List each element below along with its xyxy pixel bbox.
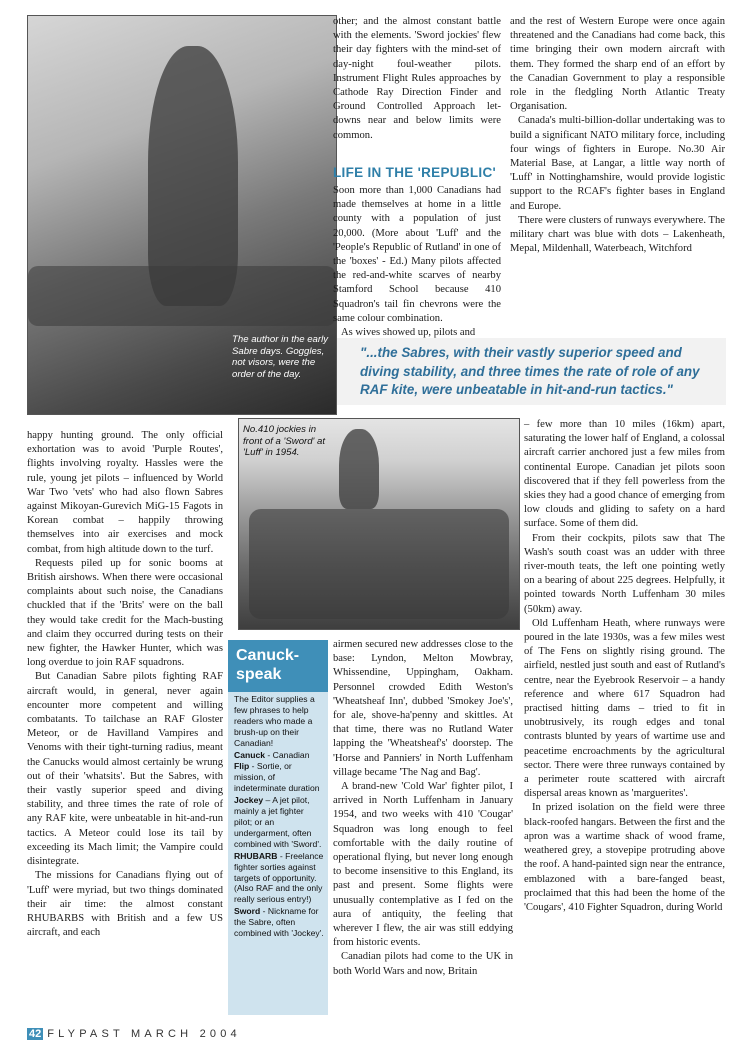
col3-top-text	[510, 15, 725, 256]
magazine-issue: FLYPAST MARCH 2004	[47, 1028, 241, 1040]
paragraph: Requests piled up for sonic booms at British airshows. When there were occasional complaints about such noise, the Canadians chuckled that if the 'Brits' were on the ball they would take credit for the Mach-busting and claim they occurred during tests on their new fighter, the Hawker Hunter, which was long overdue to join RAF squadrons.	[27, 557, 223, 669]
section-heading: LIFE IN THE 'REPUBLIC'	[333, 165, 497, 180]
paragraph: other; and the almost constant battle with the elements. 'Sword jockies' flew their day fighters with the mind-set of day-night foul-weather pilots. Instrument Flight Rules approaches by Cathode Ray Direction Finder and Ground Controlled Approach let-downs near and below limits were common.	[333, 16, 501, 141]
paragraph: The missions for Canadians flying out of 'Luff' were myriad, but two things dominated their air time: the almost constant RHUBARBS with British and a few US aircraft, and each	[27, 870, 223, 939]
sidebar-entry: Jockey – A jet pilot, mainly a jet fighter pilot; or an undergarment, often combined with 'Sword'.	[234, 795, 322, 849]
sidebar-entry: Sword - Nickname for the Sabre, often combined with 'Jockey'.	[234, 906, 324, 939]
group-photo-caption: No.410 jockies in front of a 'Sword' at 'Luff' in 1954.	[243, 424, 326, 458]
paragraph: A brand-new 'Cold War' fighter pilot, I arrived in North Luffenham in January 1954, and two weeks with 410 'Cougar' Squadron was long enough to feel comfortable with the daily routine of operational flying, but never long enough to become insensitive to this England, its past and present. Some flights were unusually contemplative as I fed on the aura of antiquity, the feeling that wherever I flew, the air was still eddying from historic events.	[333, 781, 513, 949]
sidebar-entry: RHUBARB - Freelance fighter sorties against targets of opportunity. (Also RAF and the only really serious entry!)	[234, 850, 324, 905]
author-photo-caption: The author in the early Sabre days. Goggles, not visors, were the order of the day.	[232, 334, 328, 380]
paragraph: happy hunting ground. The only official exhortation was to avoid 'Purple Routes', flights involving royalty. Hassles were the rule, young jet pilots – influenced by World War Two 'vets' who had also flown Sabres against Mikoyan-Gurevich MiG-15 Fagots in Korean combat – happily throwing themselves into air exercises and mock combat, from high altitude down to the turf.	[27, 430, 223, 555]
paragraph: There were clusters of runways everywhere. The military chart was blue with dots – Lakenheath, Mepal, Mildenhall, Waterbeach, Witchford	[510, 214, 725, 255]
pilot-silhouette	[339, 429, 379, 509]
col2-bottom-text	[333, 638, 513, 979]
sidebar-body	[234, 694, 324, 940]
paragraph: Canadian pilots had come to the UK in both World Wars and now, Britain	[333, 951, 513, 977]
sidebar-intro: The Editor supplies a few phrases to help readers who made a brush-up on their Canadian!	[234, 694, 315, 748]
paragraph: Canada's multi-billion-dollar undertaking was to build a significant NATO military force, including four wings of fighters in Europe. No.30 Air Material Base, at Langar, a little way north of 'Luff' in Nottinghamshire, would provide logistic support to the RCAF's fighter bases in England and Europe.	[510, 115, 725, 212]
aircraft-fuselage	[28, 266, 336, 326]
pull-quote: "...the Sabres, with their vastly superior speed and diving stability, and three times the rate of role of any RAF kite, were unbeatable in hit-and-run tactics."	[360, 345, 700, 397]
sidebar-entry: Canuck - Canadian	[234, 749, 310, 760]
col3-bottom-text	[524, 418, 725, 915]
paragraph: In prized isolation on the field were three black-roofed hangars. Between the first and the apron was a wartime shack of wood frame, weathered grey, a stovepipe protruding above the roof. A hand-painted sign near the entrance, emblazoned with a bare-fanged beast, proclaimed that this had been the home of the 'Cougars', 410 Fighter Squadron, during World	[524, 802, 725, 913]
page-footer	[27, 1028, 241, 1040]
paragraph: Soon more than 1,000 Canadians had made themselves at home in a little county with a population of just 20,000. (More about 'Luff' and the 'People's Republic of Rutland' in one of the 'boxes' - Ed.) Many pilots affected the red-and-white scarves of nearby Stamford School because 410 Squadron's tail fin chevrons were the same colour combination.	[333, 185, 501, 324]
page-number: 42	[29, 1028, 42, 1040]
paragraph: As wives showed up, pilots and	[341, 327, 476, 339]
col1-bottom-text	[27, 429, 223, 940]
paragraph: From their cockpits, pilots saw that The Wash's south coast was an udder with three river-mouth teats, the left one pointing wetly on a bearing of about 225 degrees. Helpfully, it pointed towards North Luffenham 30 miles (50km) away.	[524, 532, 725, 615]
col2-top-text	[333, 15, 501, 143]
paragraph: – few more than 10 miles (16km) apart, saturating the lower half of England, a colossal aircraft carrier anchored just a few miles from continental Europe. Canadian jet pilots soon discovered that if they fell powerless from the skies they had a good chance of emerging from low clouds and gliding to safety on a hard surface. Some of them did.	[524, 419, 725, 530]
paragraph: airmen secured new addresses close to the base: Lyndon, Melton Mowbray, Whissendine, Uppingham, Oakham. Personnel crowded Edith Weston's 'Wheatsheaf Inn', dubbed 'Smokey Joe's', for ale, shove-ha'penny and skittles. At that time, there was no Rutland Water lapping the 'Wheatsheaf's' doorstep. The 'Horse and Panniers' in North Luffenham village became 'The Nag and Bag'.	[333, 639, 513, 778]
col2-top-text-b	[333, 184, 501, 340]
paragraph: But Canadian Sabre pilots fighting RAF aircraft would, in general, never again encounter more competent and willing combatants. To tailchase an RAF Gloster Meteor, or de Havilland Vampires and Venoms with their tight-turning radius, meant the Canucks would almost certainly be wrung out of their 'whatsits'. But the Sabres, with their vastly superior speed and diving stability, and three times the rate of role of any RAF kite, were unbeatable in hit-and-run tactics. A Meteor could lose its tail by exceeding its Mach limit; the Vampire could disintegrate.	[27, 671, 223, 868]
group-silhouette	[249, 509, 509, 619]
sidebar-entry: Flip - Sortie, or mission, of indeterminate duration	[234, 761, 320, 794]
paragraph: Old Luffenham Heath, where runways were poured in the late 1930s, was a few miles west of The Fens on slightly rising ground. The airfield, nestled just south and east of Rutland's centre, near the Eyebrook Reservoir – a handy reference and where 617 Squadron had practised hitting dams – tried to fit in unobtrusively, its rough edges and tonal contrasts blunted by years of wartime use and peacetime encroachments by the agricultural sector. There were three runways contained by a perimeter route scattered with aircraft dispersal areas known as 'marguerites'.	[524, 617, 725, 800]
paragraph: and the rest of Western Europe were once again threatened and the Canadians had come back, this time bringing their own modern aircraft with them. They formed the sharp end of an effort by the Canadian Government to play a responsible role in the fledgling North Atlantic Treaty Organisation.	[510, 16, 725, 113]
sidebar-title: Canuck-speak	[228, 640, 328, 692]
